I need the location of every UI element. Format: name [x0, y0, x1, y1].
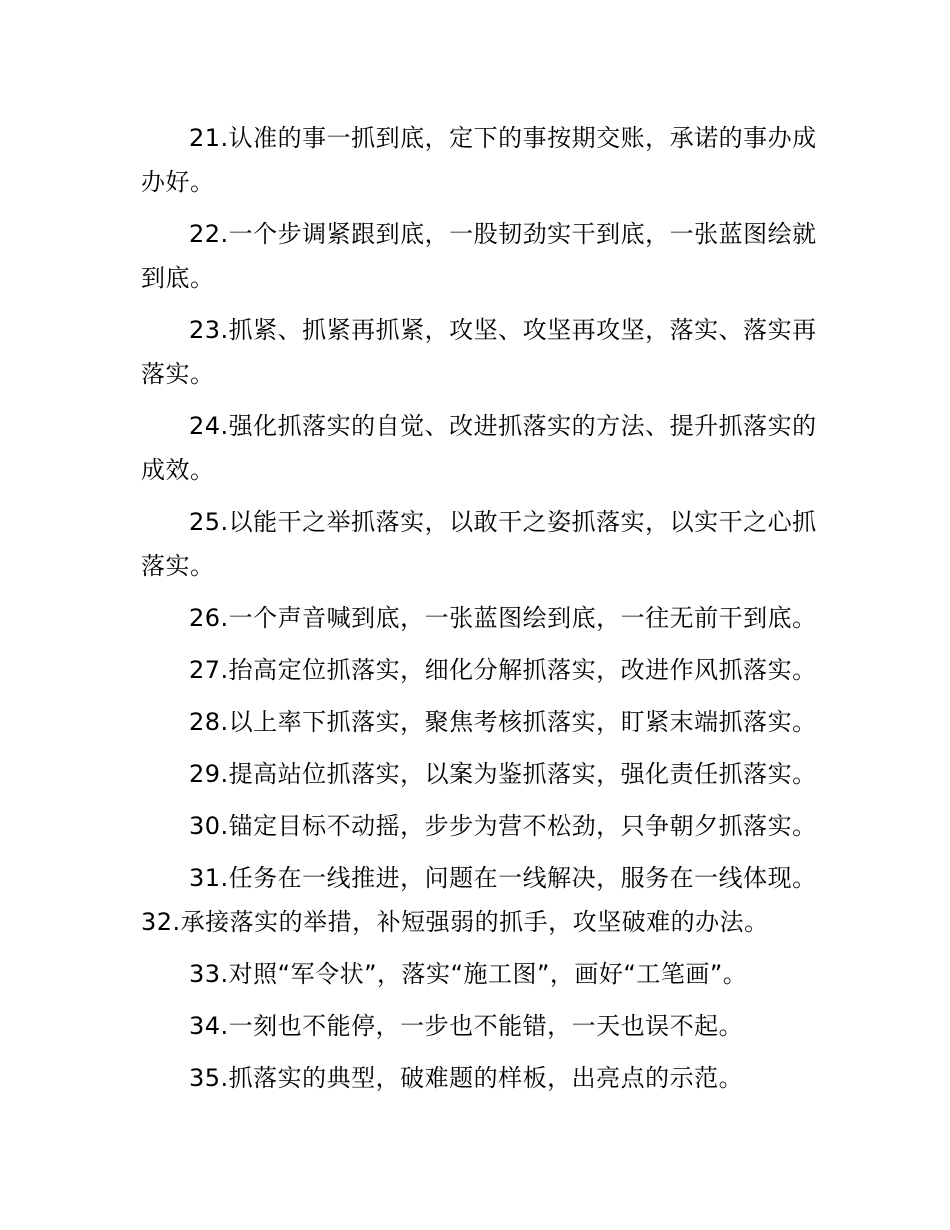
paragraph-23: 23.抓紧、抓紧再抓紧，攻坚、攻坚再攻坚，落实、落实再落实。: [141, 316, 817, 388]
paragraph-31: 31.任务在一线推进，问题在一线解决，服务在一线体现。: [189, 864, 817, 892]
paragraph-25: 25.以能干之举抓落实，以敢干之姿抓落实，以实干之心抓落实。: [141, 508, 817, 580]
paragraph-29: 29.提高站位抓落实，以案为鉴抓落实，强化责任抓落实。: [189, 760, 817, 788]
paragraph-27: 27.抬高定位抓落实，细化分解抓落实，改进作风抓落实。: [189, 656, 817, 684]
paragraph-33: 33.对照“军令状”，落实“施工图”，画好“工笔画”。: [189, 960, 748, 988]
paragraph-34: 34.一刻也不能停，一步也不能错，一天也误不起。: [189, 1012, 744, 1040]
paragraph-35: 35.抓落实的典型，破难题的样板，出亮点的示范。: [189, 1064, 744, 1092]
paragraph-21: 21.认准的事一抓到底，定下的事按期交账，承诺的事办成办好。: [141, 124, 817, 196]
paragraph-32: 32.承接落实的举措，补短强弱的抓手，攻坚破难的办法。: [141, 908, 769, 936]
paragraph-24: 24.强化抓落实的自觉、改进抓落实的方法、提升抓落实的成效。: [141, 412, 817, 484]
paragraph-30: 30.锚定目标不动摇，步步为营不松劲，只争朝夕抓落实。: [189, 812, 817, 840]
paragraph-22: 22.一个步调紧跟到底，一股韧劲实干到底，一张蓝图绘就到底。: [141, 220, 817, 292]
paragraph-26: 26.一个声音喊到底，一张蓝图绘到底，一往无前干到底。: [189, 604, 817, 632]
document-body: [141, 116, 821, 1108]
paragraph-28: 28.以上率下抓落实，聚焦考核抓落实，盯紧末端抓落实。: [189, 708, 817, 736]
